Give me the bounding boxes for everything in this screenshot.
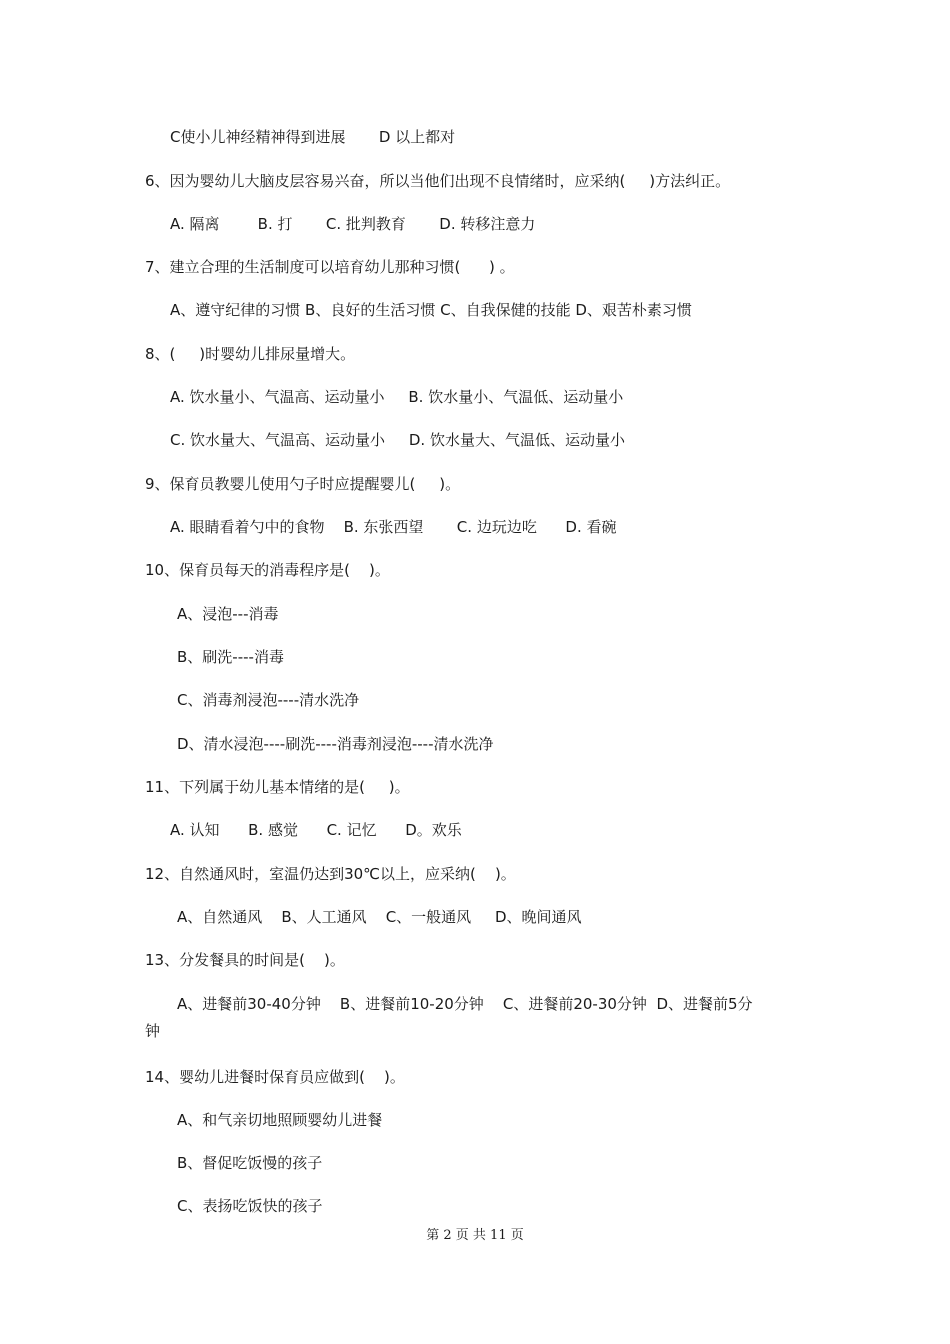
option-14-c: C、表扬吃饭快的孩子: [177, 1197, 323, 1215]
question-7: 7、建立合理的生活制度可以培育幼儿那种习惯( ) 。: [145, 258, 515, 276]
options-6: A. 隔离 B. 打 C. 批判教育 D. 转移注意力: [170, 215, 536, 233]
options-9: A. 眼睛看着勺中的食物 B. 东张西望 C. 边玩边吃 D. 看碗: [170, 518, 617, 536]
question-13: 13、分发餐具的时间是( )。: [145, 951, 345, 969]
question-9: 9、保育员教婴儿使用勺子时应提醒婴儿( )。: [145, 475, 461, 493]
option-10-c: C、消毒剂浸泡----清水洗净: [177, 691, 360, 709]
option-10-d: D、清水浸泡----刷洗----消毒剂浸泡----清水洗净: [177, 735, 494, 753]
page-footer: 第 2 页 共 11 页: [426, 1228, 524, 1243]
option-10-b: B、刷洗----消毒: [177, 648, 284, 666]
option-14-a: A、和气亲切地照顾婴幼儿进餐: [177, 1111, 383, 1129]
question-8: 8、( )时婴幼儿排尿量增大。: [145, 345, 356, 363]
options-11: A. 认知 B. 感觉 C. 记忆 D。欢乐: [170, 821, 462, 839]
option-10-a: A、浸泡---消毒: [177, 605, 279, 623]
options-8-ab: A. 饮水量小、气温高、运动量小 B. 饮水量小、气温低、运动量小: [170, 388, 624, 406]
question-11: 11、下列属于幼儿基本情绪的是( )。: [145, 778, 410, 796]
options-12: A、自然通风 B、人工通风 C、一般通风 D、晚间通风: [177, 908, 582, 926]
options-8-cd: C. 饮水量大、气温高、运动量小 D. 饮水量大、气温低、运动量小: [170, 431, 625, 449]
option-14-b: B、督促吃饭慢的孩子: [177, 1154, 323, 1172]
question-12: 12、自然通风时，室温仍达到30℃以上，应采纳( )。: [145, 865, 516, 883]
options-7: A、遵守纪律的习惯 B、良好的生活习惯 C、自我保健的技能 D、艰苦朴素习惯: [170, 301, 692, 319]
question-14: 14、婴幼儿进餐时保育员应做到( )。: [145, 1068, 405, 1086]
options-13-cont: 钟: [145, 1022, 161, 1040]
options-13: A、进餐前30-40分钟 B、进餐前10-20分钟 C、进餐前20-30分钟 D、进餐前5分: [177, 995, 753, 1013]
option-line-5-cd: C使小儿神经精神得到进展 D 以上都对: [170, 128, 456, 146]
question-6: 6、因为婴幼儿大脑皮层容易兴奋，所以当他们出现不良情绪时，应采纳( )方法纠正。: [145, 172, 731, 190]
question-10: 10、保育员每天的消毒程序是( )。: [145, 561, 390, 579]
